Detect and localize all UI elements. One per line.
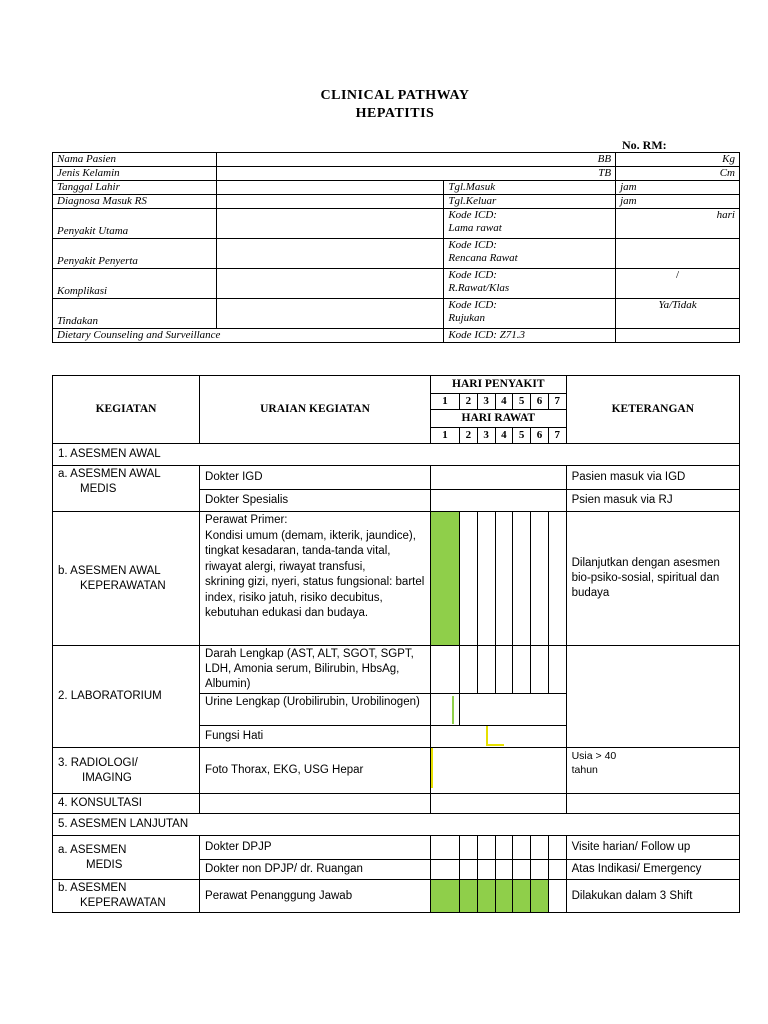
ket-igd: Pasien masuk via IGD (566, 466, 739, 490)
hari-label: hari (616, 209, 740, 239)
kode-icd-4: Kode ICD: Rujukan (444, 299, 616, 329)
perawat-primer-text: Perawat Primer: Kondisi umum (demam, ikterik, jaundice), tingkat kesadaran, tanda-tanda vital, riwayat alergi, riwayat transfusi, skrining gizi, nyeri, status fungsional: bartel index, risiko jatuh, risiko decubitus, kebutuhan edukasi dan budaya. (200, 512, 431, 646)
dpjp-day-6[interactable] (531, 836, 549, 860)
rencana-rawat-value[interactable] (616, 239, 740, 269)
rawat-day-4: 4 (495, 428, 513, 444)
day-4: 4 (495, 394, 513, 410)
header-hari-rawat: HARI RAWAT (431, 410, 567, 428)
laboratorium-label: 2. LABORATORIUM (53, 646, 200, 748)
tindakan-value[interactable] (216, 299, 444, 329)
tb-label: TB (216, 167, 615, 181)
dietary-label: Dietary Counseling and Surveillance (53, 329, 444, 343)
foto-thorax: Foto Thorax, EKG, USG Hepar (200, 748, 431, 794)
kode-icd-3: Kode ICD: R.Rawat/Klas (444, 269, 616, 299)
non-dpjp-day-4[interactable] (495, 860, 513, 880)
pj-day-3-mark[interactable] (477, 880, 495, 913)
fungsi-hati-days[interactable] (431, 726, 567, 748)
header-kegiatan: KEGIATAN (53, 376, 200, 444)
non-dpjp-day-3[interactable] (477, 860, 495, 880)
pathway-table (52, 375, 740, 913)
asesmen-awal-medis: a. ASESMEN AWAL MEDIS (53, 466, 200, 512)
penyakit-utama-value[interactable] (216, 209, 444, 239)
pj-day-1-mark[interactable] (431, 880, 460, 913)
kode-icd-2: Kode ICD: Rencana Rawat (444, 239, 616, 269)
rawat-day-7: 7 (548, 428, 566, 444)
dietary-value[interactable] (616, 329, 740, 343)
non-dpjp-day-7[interactable] (548, 860, 566, 880)
pj-day-6-mark[interactable] (531, 880, 549, 913)
jenis-kelamin-label: Jenis Kelamin (53, 167, 217, 181)
kode-icd-5: Kode ICD: Z71.3 (444, 329, 616, 343)
bb-label: BB (216, 153, 615, 167)
tgl-masuk-label: Tgl.Masuk (444, 181, 616, 195)
darah-day-5[interactable] (513, 646, 531, 694)
asesmen-lanjutan-medis: a. ASESMEN MEDIS (53, 836, 200, 880)
diagnosa-value[interactable] (216, 195, 444, 209)
perawat-day-7[interactable] (548, 512, 566, 646)
pj-day-2-mark[interactable] (460, 880, 478, 913)
cm-label: Cm (616, 167, 740, 181)
radiologi-days[interactable] (431, 748, 567, 794)
pj-day-4-mark[interactable] (495, 880, 513, 913)
non-dpjp-day-6[interactable] (531, 860, 549, 880)
konsultasi-uraian (200, 794, 431, 814)
day-5: 5 (513, 394, 531, 410)
day-6: 6 (531, 394, 549, 410)
urine-days[interactable] (460, 694, 567, 726)
dpjp-day-4[interactable] (495, 836, 513, 860)
konsultasi-days[interactable] (431, 794, 567, 814)
dpjp-day-3[interactable] (477, 836, 495, 860)
komplikasi-label: Komplikasi (53, 269, 217, 299)
ya-tidak-label: Ya/Tidak (616, 299, 740, 329)
tanggal-lahir-value[interactable] (216, 181, 444, 195)
ket-shift: Dilakukan dalam 3 Shift (566, 880, 739, 913)
radiologi-label: 3. RADIOLOGI/ IMAGING (53, 748, 200, 794)
dokter-igd: Dokter IGD (200, 466, 431, 490)
konsultasi-ket (566, 794, 739, 814)
jam-masuk-label: jam (616, 181, 740, 195)
day-2: 2 (460, 394, 478, 410)
komplikasi-value[interactable] (216, 269, 444, 299)
dpjp-day-2[interactable] (460, 836, 478, 860)
darah-day-3[interactable] (477, 646, 495, 694)
day-1: 1 (431, 394, 460, 410)
asesmen-awal-keperawatan: b. ASESMEN AWAL KEPERAWATAN (53, 512, 200, 646)
darah-lengkap: Darah Lengkap (AST, ALT, SGOT, SGPT, LDH, Amonia serum, Bilirubin, HbsAg, Albumin) (200, 646, 431, 694)
rawat-day-5: 5 (513, 428, 531, 444)
ket-usia: Usia > 40 tahun (566, 748, 739, 794)
dpjp-day-5[interactable] (513, 836, 531, 860)
urine-lengkap: Urine Lengkap (Urobilirubin, Urobilinogen) (200, 694, 431, 726)
kelas-slash: / (616, 269, 740, 299)
urine-day-1[interactable] (431, 694, 460, 726)
rawat-day-2: 2 (460, 428, 478, 444)
tindakan-label: Tindakan (53, 299, 217, 329)
header-uraian: URAIAN KEGIATAN (200, 376, 431, 444)
rawat-day-1: 1 (431, 428, 460, 444)
penyakit-penyerta-label: Penyakit Penyerta (53, 239, 217, 269)
kode-icd-1: Kode ICD: Lama rawat (444, 209, 616, 239)
patient-info-table (52, 152, 740, 343)
kg-label: Kg (616, 153, 740, 167)
header-hari-penyakit: HARI PENYAKIT (431, 376, 567, 394)
day-3: 3 (477, 394, 495, 410)
pj-day-5-mark[interactable] (513, 880, 531, 913)
dokter-non-dpjp: Dokter non DPJP/ dr. Ruangan (200, 860, 431, 880)
dokter-spesialis-days[interactable] (431, 490, 567, 512)
konsultasi-label: 4. KONSULTASI (53, 794, 200, 814)
section-asesmen-awal: 1. ASESMEN AWAL (53, 444, 740, 466)
perawat-day-6[interactable] (531, 512, 549, 646)
header-keterangan: KETERANGAN (566, 376, 739, 444)
darah-day-6[interactable] (531, 646, 549, 694)
penyakit-penyerta-value[interactable] (216, 239, 444, 269)
asesmen-lanjutan-keperawatan: b. ASESMEN KEPERAWATAN (53, 880, 200, 913)
ket-indikasi: Atas Indikasi/ Emergency (566, 860, 739, 880)
rawat-day-3: 3 (477, 428, 495, 444)
perawat-penanggung-jawab: Perawat Penanggung Jawab (200, 880, 431, 913)
darah-day-4[interactable] (495, 646, 513, 694)
tgl-keluar-label: Tgl.Keluar (444, 195, 616, 209)
non-dpjp-day-2[interactable] (460, 860, 478, 880)
dokter-igd-days[interactable] (431, 466, 567, 490)
rawat-day-6: 6 (531, 428, 549, 444)
nama-pasien-label: Nama Pasien (53, 153, 217, 167)
non-dpjp-day-5[interactable] (513, 860, 531, 880)
perawat-day-2[interactable] (460, 512, 478, 646)
diagnosa-label: Diagnosa Masuk RS (53, 195, 217, 209)
page-title: CLINICAL PATHWAY (320, 88, 470, 103)
dokter-spesialis: Dokter Spesialis (200, 490, 431, 512)
section-asesmen-lanjutan: 5. ASESMEN LANJUTAN (53, 814, 740, 836)
pj-day-7[interactable] (548, 880, 566, 913)
non-dpjp-day-1[interactable] (431, 860, 460, 880)
lab-keterangan (566, 646, 739, 748)
no-rm-label: No. RM: (622, 138, 667, 152)
perawat-day-3[interactable] (477, 512, 495, 646)
darah-day-2[interactable] (460, 646, 478, 694)
dokter-dpjp: Dokter DPJP (200, 836, 431, 860)
perawat-day-1-mark[interactable] (431, 512, 460, 646)
day-7: 7 (548, 394, 566, 410)
ket-visite: Visite harian/ Follow up (566, 836, 739, 860)
ket-rj: Psien masuk via RJ (566, 490, 739, 512)
dpjp-day-7[interactable] (548, 836, 566, 860)
tanggal-lahir-label: Tanggal Lahir (53, 181, 217, 195)
ket-perawat: Dilanjutkan dengan asesmen bio-psiko-sosial, spiritual dan budaya (566, 512, 739, 646)
darah-day-7[interactable] (548, 646, 566, 694)
page-subtitle: HEPATITIS (355, 106, 435, 121)
darah-day-1[interactable] (431, 646, 460, 694)
fungsi-hati: Fungsi Hati (200, 726, 431, 748)
jam-keluar-label: jam (616, 195, 740, 209)
dpjp-day-1[interactable] (431, 836, 460, 860)
perawat-day-4[interactable] (495, 512, 513, 646)
penyakit-utama-label: Penyakit Utama (53, 209, 217, 239)
perawat-day-5[interactable] (513, 512, 531, 646)
